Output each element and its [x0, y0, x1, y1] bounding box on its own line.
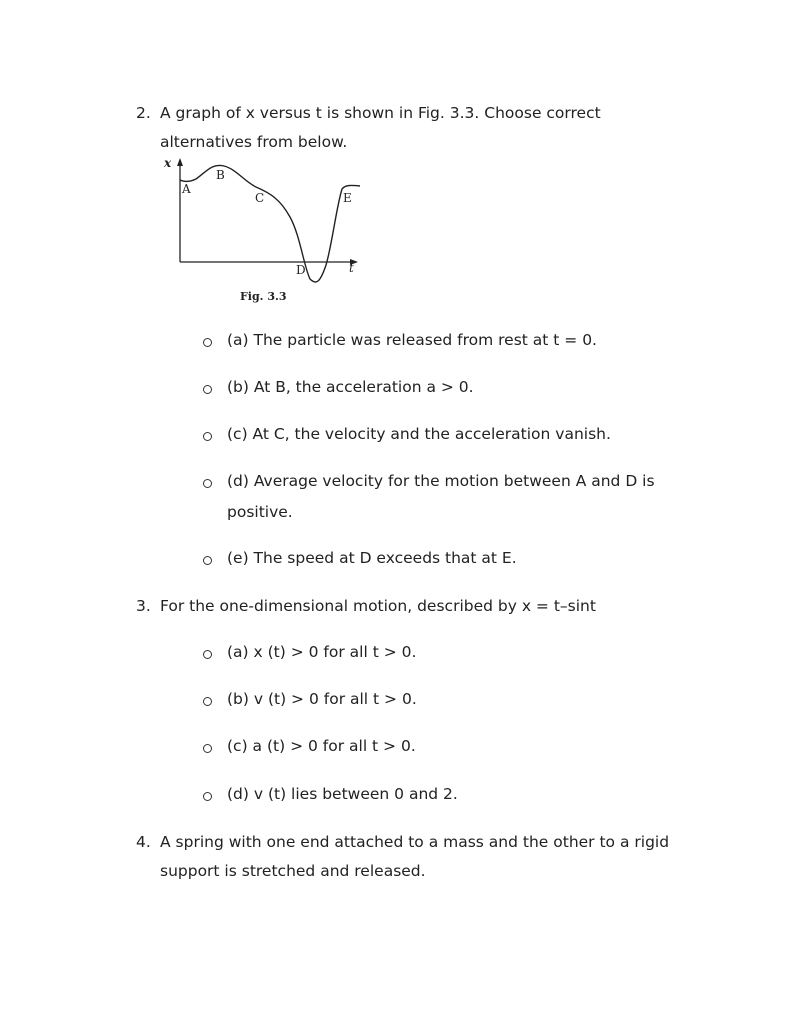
q3-option-c: (c) a (t) > 0 for all t > 0.: [227, 737, 416, 755]
question-4-text-line-1: A spring with one end attached to a mass and the other to a rigid: [160, 833, 670, 851]
figure-caption: Fig. 3.3: [240, 290, 287, 303]
point-label-a: A: [182, 182, 191, 196]
point-label-b: B: [216, 168, 225, 182]
q2-option-a: (a) The particle was released from rest at t = 0.: [227, 331, 597, 349]
question-2-number: 2.: [136, 104, 151, 122]
y-axis-label: x: [164, 156, 172, 170]
bullet-icon: [203, 385, 212, 394]
bullet-icon: [203, 792, 212, 801]
question-3-text: For the one-dimensional motion, described by x = t–sint: [160, 597, 596, 615]
y-axis-arrow: [177, 158, 183, 166]
point-label-c: C: [255, 191, 265, 205]
question-2-text-line-2: alternatives from below.: [160, 133, 348, 151]
q3-option-d: (d) v (t) lies between 0 and 2.: [227, 785, 458, 803]
point-label-d: D: [296, 263, 306, 277]
q2-option-c: (c) At C, the velocity and the acceleration vanish.: [227, 425, 611, 443]
q3-option-a: (a) x (t) > 0 for all t > 0.: [227, 643, 417, 661]
x-axis-label: t: [349, 261, 354, 275]
figure-3-3-graph: [160, 155, 370, 305]
q2-option-d: (d) Average velocity for the motion between A and D is: [227, 472, 655, 490]
bullet-icon: [203, 556, 212, 565]
question-3-number: 3.: [136, 597, 151, 615]
q2-option-d-continued: positive.: [227, 503, 293, 521]
q2-option-b: (b) At B, the acceleration a > 0.: [227, 378, 474, 396]
question-4-text-line-2: support is stretched and released.: [160, 862, 426, 880]
bullet-icon: [203, 697, 212, 706]
question-2-text-line-1: A graph of x versus t is shown in Fig. 3.3. Choose correct: [160, 104, 601, 122]
bullet-icon: [203, 650, 212, 659]
bullet-icon: [203, 744, 212, 753]
bullet-icon: [203, 479, 212, 488]
q2-option-e: (e) The speed at D exceeds that at E.: [227, 549, 517, 567]
x-vs-t-curve: [180, 165, 360, 282]
question-4-number: 4.: [136, 833, 151, 851]
q3-option-b: (b) v (t) > 0 for all t > 0.: [227, 690, 417, 708]
point-label-e: E: [343, 191, 352, 205]
bullet-icon: [203, 432, 212, 441]
bullet-icon: [203, 338, 212, 347]
